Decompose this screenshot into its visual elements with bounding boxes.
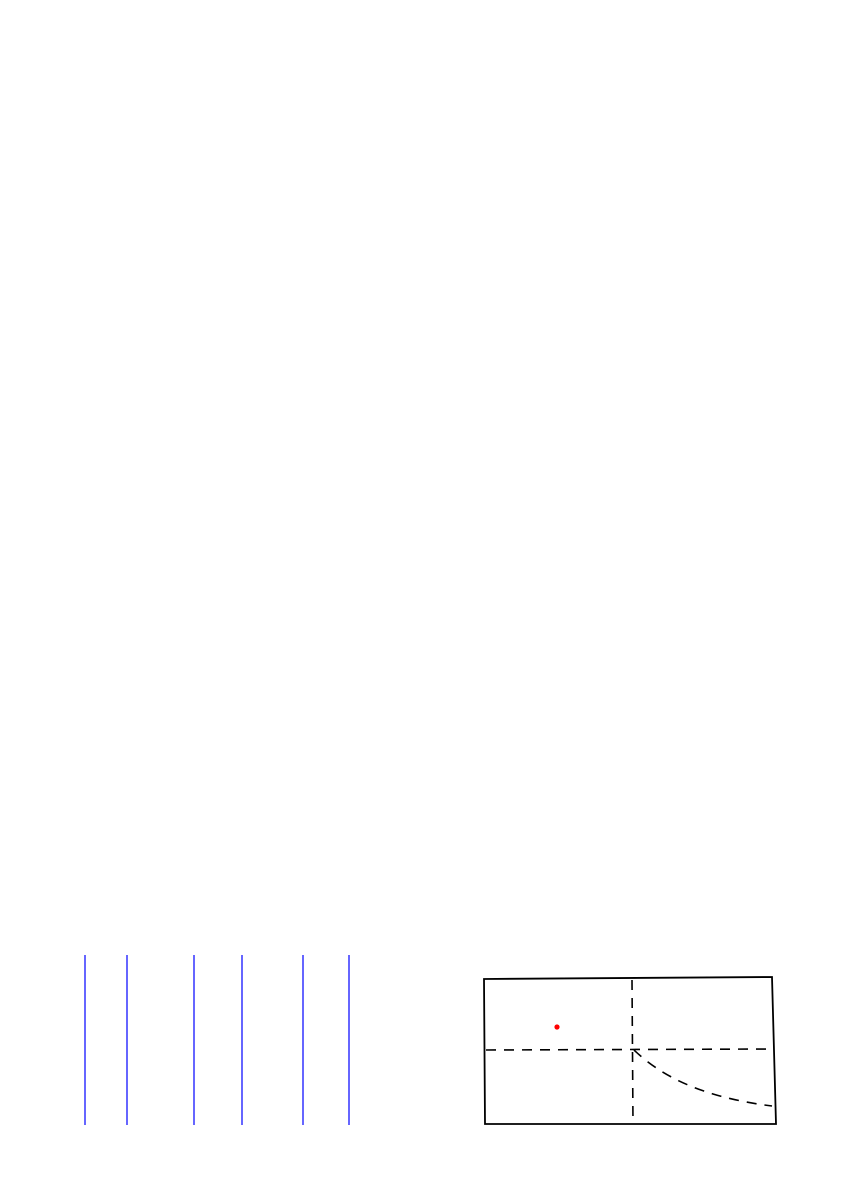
curve-dashed [634, 1050, 772, 1106]
screen-coordinate-diagram [484, 977, 776, 1124]
red-point [554, 1024, 559, 1029]
nested-diamonds-figure [303, 955, 349, 1125]
center-vertical-dashed [632, 980, 633, 1124]
parallel-lines-figure [194, 955, 242, 1125]
line-d-dashed [486, 1049, 774, 1050]
radial-lines-figure [85, 955, 127, 1125]
